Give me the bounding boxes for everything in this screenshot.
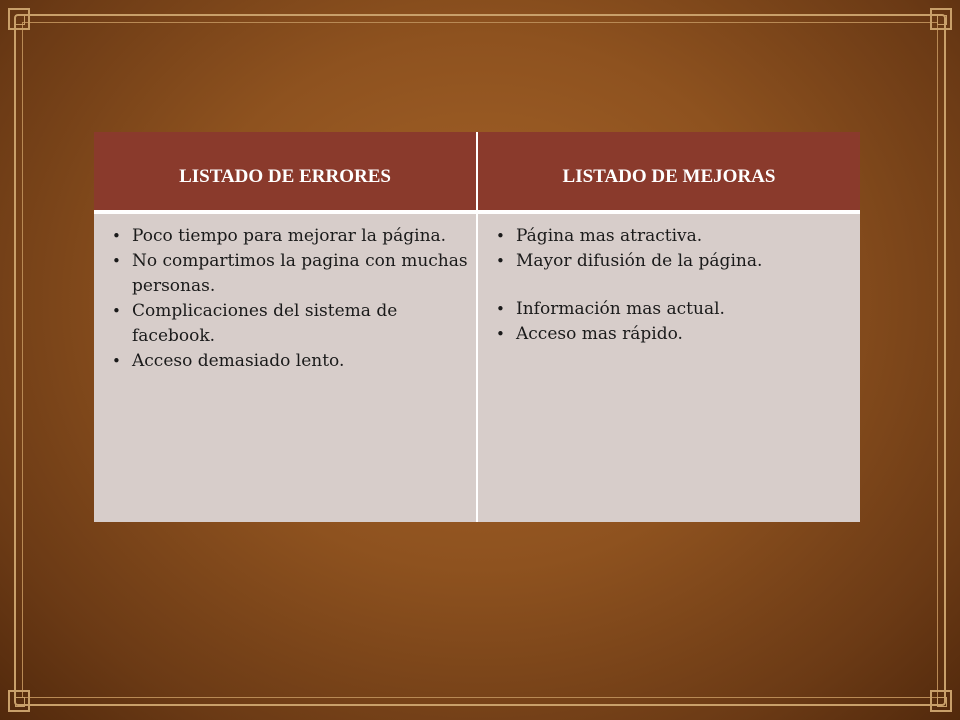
bullet-icon: •	[496, 227, 505, 245]
mejoras-list	[488, 224, 852, 347]
bullet-icon: •	[112, 302, 121, 320]
frame-corner-ornament	[8, 8, 30, 30]
list-item	[104, 224, 468, 249]
mejoras-cell	[477, 212, 860, 522]
content-row	[94, 212, 860, 522]
list-item	[488, 297, 852, 322]
frame-corner-ornament	[930, 8, 952, 30]
list-item-text: Complicaciones del sistema de facebook.	[132, 301, 398, 346]
bullet-icon: •	[496, 252, 505, 270]
list-item-text: Información mas actual.	[516, 299, 725, 319]
list-item-text: Mayor difusión de la página.	[516, 251, 763, 271]
frame-corner-ornament	[930, 690, 952, 712]
list-item	[488, 249, 852, 274]
list-item-text: Poco tiempo para mejorar la página.	[132, 226, 447, 246]
list-item-text: No compartimos la pagina con muchas personas.	[132, 251, 468, 296]
bullet-icon: •	[112, 252, 121, 270]
bullet-icon: •	[112, 352, 121, 370]
list-item	[104, 299, 468, 349]
list-item	[488, 224, 852, 249]
list-item	[104, 249, 468, 299]
header-errores: LISTADO DE ERRORES	[94, 132, 477, 212]
list-item	[488, 322, 852, 347]
bullet-icon: •	[496, 300, 505, 318]
bullet-icon: •	[496, 325, 505, 343]
bullet-icon: •	[112, 227, 121, 245]
header-row	[94, 132, 860, 212]
list-item-text: Acceso mas rápido.	[516, 324, 683, 344]
list-item	[104, 349, 468, 374]
frame-corner-ornament	[8, 690, 30, 712]
list-item-text: Página mas atractiva.	[516, 226, 703, 246]
comparison-table	[94, 132, 860, 522]
list-item-text: Acceso demasiado lento.	[132, 351, 345, 371]
header-mejoras: LISTADO DE MEJORAS	[477, 132, 860, 212]
errores-list	[104, 224, 468, 374]
errores-cell	[94, 212, 477, 522]
